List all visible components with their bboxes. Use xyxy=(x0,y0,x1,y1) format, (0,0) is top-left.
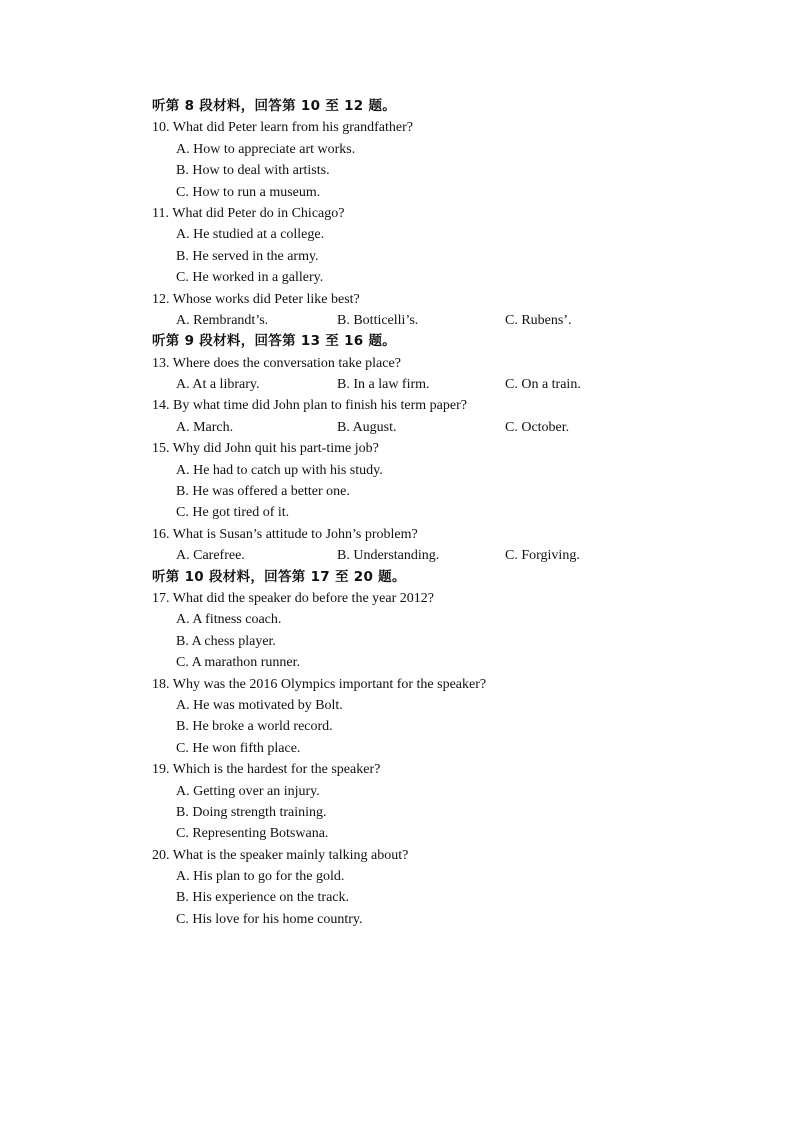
question-15-option-c: C. He got tired of it. xyxy=(176,505,290,521)
question-11-option-b: B. He served in the army. xyxy=(176,248,319,264)
question-18-option-c: C. He won fifth place. xyxy=(176,740,301,756)
question-12: 12. Whose works did Peter like best? xyxy=(152,291,360,307)
section-heading-10: 听第 10 段材料，回答第 17 至 20 题。 xyxy=(152,568,406,585)
question-12-option-c: C. Rubens’. xyxy=(505,312,572,328)
question-16-option-a: A. Carefree. xyxy=(176,548,245,564)
question-10-option-c: C. How to run a museum. xyxy=(176,184,321,200)
question-12-option-a: A. Rembrandt’s. xyxy=(176,312,269,328)
listening-section-page xyxy=(152,96,632,930)
section-heading-9: 听第 9 段材料，回答第 13 至 16 题。 xyxy=(152,333,397,350)
question-15: 15. Why did John quit his part-time job? xyxy=(152,441,379,457)
question-18-option-b: B. He broke a world record. xyxy=(176,719,333,735)
question-19-option-b: B. Doing strength training. xyxy=(176,804,327,820)
question-14-option-c: C. October. xyxy=(505,419,570,435)
question-16: 16. What is Susan’s attitude to John’s problem? xyxy=(152,526,418,542)
question-20-option-c: C. His love for his home country. xyxy=(176,911,363,927)
question-20-option-a: A. His plan to go for the gold. xyxy=(176,869,345,885)
question-18-option-a: A. He was motivated by Bolt. xyxy=(176,697,343,713)
question-11: 11. What did Peter do in Chicago? xyxy=(152,205,345,221)
question-13: 13. Where does the conversation take place? xyxy=(152,355,401,371)
question-17-option-a: A. A fitness coach. xyxy=(176,612,282,628)
question-17-option-b: B. A chess player. xyxy=(176,633,276,649)
question-14-option-b: B. August. xyxy=(337,419,397,435)
question-11-option-c: C. He worked in a gallery. xyxy=(176,270,324,286)
section-heading-8: 听第 8 段材料，回答第 10 至 12 题。 xyxy=(152,98,397,114)
question-16-option-b: B. Understanding. xyxy=(337,548,440,564)
question-20-option-b: B. His experience on the track. xyxy=(176,890,349,906)
question-13-option-b: B. In a law firm. xyxy=(337,377,430,393)
question-17-option-c: C. A marathon runner. xyxy=(176,655,301,671)
question-16-option-c: C. Forgiving. xyxy=(505,548,580,564)
question-10: 10. What did Peter learn from his grandfather? xyxy=(152,120,413,136)
question-19-option-c: C. Representing Botswana. xyxy=(176,826,329,842)
question-14-options xyxy=(152,417,632,438)
question-14-option-a: A. March. xyxy=(176,419,234,435)
question-18: 18. Why was the 2016 Olympics important for the speaker? xyxy=(152,676,487,692)
question-12-options xyxy=(152,310,632,331)
question-11-option-a: A. He studied at a college. xyxy=(176,227,325,243)
question-10-option-a: A. How to appreciate art works. xyxy=(176,141,356,157)
question-14: 14. By what time did John plan to finish his term paper? xyxy=(152,398,467,414)
question-15-option-b: B. He was offered a better one. xyxy=(176,484,350,500)
question-10-option-b: B. How to deal with artists. xyxy=(176,163,330,179)
question-15-option-a: A. He had to catch up with his study. xyxy=(176,462,383,478)
question-13-option-c: C. On a train. xyxy=(505,377,581,393)
question-20: 20. What is the speaker mainly talking about? xyxy=(152,847,409,863)
question-12-option-b: B. Botticelli’s. xyxy=(337,312,419,328)
question-17: 17. What did the speaker do before the year 2012? xyxy=(152,590,434,606)
question-19: 19. Which is the hardest for the speaker? xyxy=(152,762,381,778)
question-16-options xyxy=(152,545,632,566)
question-13-options xyxy=(152,374,632,395)
question-19-option-a: A. Getting over an injury. xyxy=(176,783,320,799)
question-13-option-a: A. At a library. xyxy=(176,377,260,393)
